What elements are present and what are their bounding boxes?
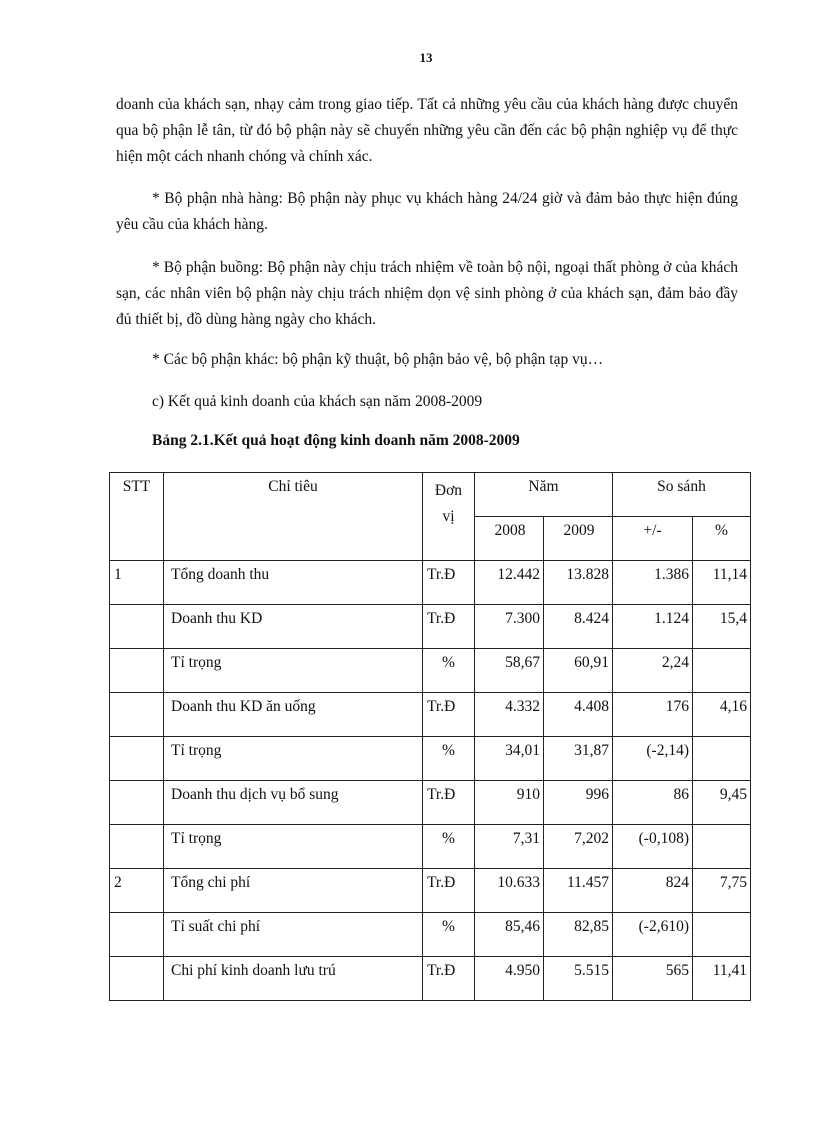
cell-2009: 5.515 bbox=[544, 957, 613, 1001]
cell-2009: 82,85 bbox=[544, 913, 613, 957]
cell-unit: % bbox=[423, 825, 475, 869]
page-number: 13 bbox=[419, 50, 433, 65]
table-row bbox=[110, 561, 751, 605]
cell-indicator: Doanh thu KD ăn uống bbox=[164, 693, 423, 737]
cell-unit: Tr.Đ bbox=[423, 605, 475, 649]
header-year: Năm bbox=[475, 473, 613, 517]
cell-indicator: Tỉ suất chi phí bbox=[164, 913, 423, 957]
cell-2008: 7.300 bbox=[475, 605, 544, 649]
cell-pct: 11,41 bbox=[693, 957, 751, 1001]
table-row bbox=[110, 605, 751, 649]
cell-diff: 1.124 bbox=[613, 605, 693, 649]
header-2008: 2008 bbox=[475, 517, 544, 561]
cell-unit: Tr.Đ bbox=[423, 781, 475, 825]
table-row bbox=[110, 913, 751, 957]
cell-2008: 58,67 bbox=[475, 649, 544, 693]
cell-stt bbox=[110, 605, 164, 649]
header-unit: Đơn vị bbox=[423, 473, 475, 561]
table-row bbox=[110, 781, 751, 825]
cell-stt bbox=[110, 957, 164, 1001]
cell-stt: 2 bbox=[110, 869, 164, 913]
paragraph-housekeeping: * Bộ phận buồng: Bộ phận này chịu trách nhiệm về toàn bộ nội, ngoại thất phòng ở của khách sạn, các nhân viên bộ phận này chịu trách nhiệm dọn vệ sinh phòng ở của khách sạn, đảm bảo đầy đủ thiết bị, đồ dùng hàng ngày cho khách. bbox=[116, 259, 738, 328]
cell-pct: 15,4 bbox=[693, 605, 751, 649]
cell-2009: 7,202 bbox=[544, 825, 613, 869]
cell-indicator: Doanh thu KD bbox=[164, 605, 423, 649]
cell-2008: 910 bbox=[475, 781, 544, 825]
cell-pct: 11,14 bbox=[693, 561, 751, 605]
cell-2009: 996 bbox=[544, 781, 613, 825]
cell-diff: 176 bbox=[613, 693, 693, 737]
paragraph-reception: doanh của khách sạn, nhạy cảm trong giao tiếp. Tất cả những yêu cầu của khách hàng được chuyển qua bộ phận lễ tân, từ đó bộ phận này sẽ chuyển những yêu cần đến các bộ phận nghiệp vụ để thực hiện một cách nhanh chóng và chính xác. bbox=[116, 96, 738, 165]
cell-2008: 4.950 bbox=[475, 957, 544, 1001]
cell-indicator: Doanh thu dịch vụ bổ sung bbox=[164, 781, 423, 825]
cell-diff: 824 bbox=[613, 869, 693, 913]
cell-diff: 1.386 bbox=[613, 561, 693, 605]
cell-stt bbox=[110, 913, 164, 957]
cell-diff: (-2,610) bbox=[613, 913, 693, 957]
cell-diff: 86 bbox=[613, 781, 693, 825]
cell-pct bbox=[693, 737, 751, 781]
cell-2008: 85,46 bbox=[475, 913, 544, 957]
cell-indicator: Tổng doanh thu bbox=[164, 561, 423, 605]
cell-stt: 1 bbox=[110, 561, 164, 605]
table-row bbox=[110, 649, 751, 693]
header-stt: STT bbox=[110, 473, 164, 561]
cell-pct bbox=[693, 649, 751, 693]
paragraph-other-departments: * Các bộ phận khác: bộ phận kỹ thuật, bộ phận bảo vệ, bộ phận tạp vụ… bbox=[152, 351, 604, 368]
cell-indicator: Tỉ trọng bbox=[164, 649, 423, 693]
cell-2009: 11.457 bbox=[544, 869, 613, 913]
cell-2008: 34,01 bbox=[475, 737, 544, 781]
cell-2009: 13.828 bbox=[544, 561, 613, 605]
table-row bbox=[110, 957, 751, 1001]
table-title: Bảng 2.1.Kết quả hoạt động kinh doanh năm 2008-2009 bbox=[152, 432, 520, 449]
cell-stt bbox=[110, 825, 164, 869]
header-indicator: Chỉ tiêu bbox=[164, 473, 423, 561]
cell-2008: 4.332 bbox=[475, 693, 544, 737]
cell-indicator: Chi phí kinh doanh lưu trú bbox=[164, 957, 423, 1001]
table-row bbox=[110, 825, 751, 869]
cell-2008: 12.442 bbox=[475, 561, 544, 605]
header-diff: +/- bbox=[613, 517, 693, 561]
cell-pct bbox=[693, 913, 751, 957]
paragraph-restaurant: * Bộ phận nhà hàng: Bộ phận này phục vụ khách hàng 24/24 giờ và đảm bảo thực hiện đúng yêu cầu của khách hàng. bbox=[116, 190, 738, 233]
cell-unit: Tr.Đ bbox=[423, 693, 475, 737]
cell-unit: Tr.Đ bbox=[423, 561, 475, 605]
cell-2008: 7,31 bbox=[475, 825, 544, 869]
cell-pct: 7,75 bbox=[693, 869, 751, 913]
cell-pct: 9,45 bbox=[693, 781, 751, 825]
header-2009: 2009 bbox=[544, 517, 613, 561]
cell-unit: % bbox=[423, 737, 475, 781]
cell-stt bbox=[110, 693, 164, 737]
cell-2009: 8.424 bbox=[544, 605, 613, 649]
cell-unit: % bbox=[423, 649, 475, 693]
cell-pct bbox=[693, 825, 751, 869]
cell-2009: 60,91 bbox=[544, 649, 613, 693]
cell-diff: 565 bbox=[613, 957, 693, 1001]
paragraph-business-results: c) Kết quả kinh doanh của khách sạn năm 2008-2009 bbox=[152, 393, 483, 410]
cell-unit: Tr.Đ bbox=[423, 957, 475, 1001]
table-row bbox=[110, 737, 751, 781]
cell-diff: 2,24 bbox=[613, 649, 693, 693]
table-row bbox=[110, 869, 751, 913]
cell-indicator: Tỉ trọng bbox=[164, 825, 423, 869]
cell-diff: (-0,108) bbox=[613, 825, 693, 869]
cell-unit: % bbox=[423, 913, 475, 957]
cell-indicator: Tổng chi phí bbox=[164, 869, 423, 913]
cell-2009: 4.408 bbox=[544, 693, 613, 737]
table-row bbox=[110, 693, 751, 737]
cell-2009: 31,87 bbox=[544, 737, 613, 781]
cell-stt bbox=[110, 737, 164, 781]
cell-2008: 10.633 bbox=[475, 869, 544, 913]
cell-stt bbox=[110, 781, 164, 825]
cell-stt bbox=[110, 649, 164, 693]
header-pct: % bbox=[693, 517, 751, 561]
cell-diff: (-2,14) bbox=[613, 737, 693, 781]
cell-pct: 4,16 bbox=[693, 693, 751, 737]
cell-unit: Tr.Đ bbox=[423, 869, 475, 913]
cell-indicator: Tỉ trọng bbox=[164, 737, 423, 781]
business-results-table bbox=[109, 472, 751, 1001]
header-compare: So sánh bbox=[613, 473, 751, 517]
